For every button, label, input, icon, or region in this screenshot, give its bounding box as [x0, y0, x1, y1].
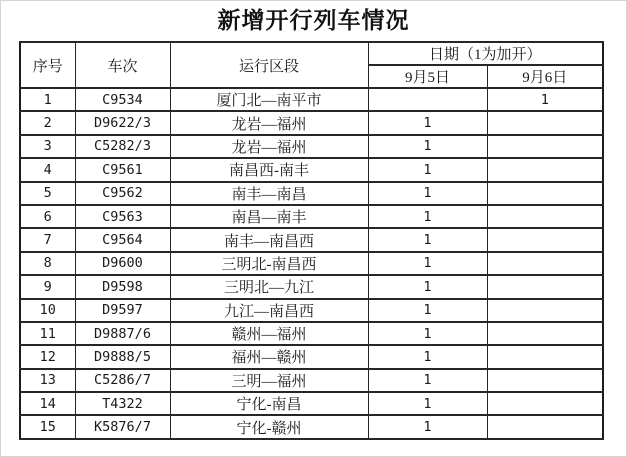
train-schedule-table [19, 41, 604, 440]
sep6-count-cell [487, 299, 603, 322]
train-number-cell: D9600 [75, 252, 170, 275]
table-row [20, 345, 603, 368]
sep5-count-cell: 1 [368, 252, 487, 275]
header-date-group: 日期（1为加开） [368, 42, 603, 65]
route-section-cell: 南昌西-南丰 [170, 158, 368, 181]
sep6-count-cell [487, 392, 603, 415]
row-index-cell: 2 [20, 111, 75, 134]
header-route-section: 运行区段 [170, 42, 368, 88]
sep5-count-cell: 1 [368, 158, 487, 181]
sep6-count-cell [487, 158, 603, 181]
route-section-cell: 宁化-赣州 [170, 415, 368, 438]
sep5-count-cell: 1 [368, 182, 487, 205]
sep6-count-cell [487, 252, 603, 275]
sep5-count-cell: 1 [368, 111, 487, 134]
table-row [20, 88, 603, 111]
train-number-cell: C9562 [75, 182, 170, 205]
sep5-count-cell: 1 [368, 392, 487, 415]
row-index-cell: 11 [20, 322, 75, 345]
page-title: 新增开行列车情况 [217, 8, 410, 34]
sep5-count-cell: 1 [368, 299, 487, 322]
sep6-count-cell: 1 [487, 88, 603, 111]
table-row [20, 369, 603, 392]
row-index-cell: 14 [20, 392, 75, 415]
train-number-cell: C9564 [75, 228, 170, 251]
sep6-count-cell [487, 415, 603, 438]
train-number-cell: D9888/5 [75, 345, 170, 368]
route-section-cell: 三明北-南昌西 [170, 252, 368, 275]
table-row [20, 415, 603, 438]
row-index-cell: 9 [20, 275, 75, 298]
row-index-cell: 8 [20, 252, 75, 275]
table-row [20, 158, 603, 181]
route-section-cell: 南丰—南昌 [170, 182, 368, 205]
row-index-cell: 6 [20, 205, 75, 228]
row-index-cell: 12 [20, 345, 75, 368]
header-row-group [20, 42, 603, 65]
sep6-count-cell [487, 275, 603, 298]
route-section-cell: 三明北—九江 [170, 275, 368, 298]
table-row [20, 275, 603, 298]
route-section-cell: 三明—福州 [170, 369, 368, 392]
route-section-cell: 龙岩—福州 [170, 111, 368, 134]
header-date-sep6: 9月6日 [487, 65, 603, 88]
sep6-count-cell [487, 111, 603, 134]
table-row [20, 111, 603, 134]
train-number-cell: C9534 [75, 88, 170, 111]
row-index-cell: 10 [20, 299, 75, 322]
sep6-count-cell [487, 345, 603, 368]
train-number-cell: D9622/3 [75, 111, 170, 134]
train-number-cell: C5282/3 [75, 135, 170, 158]
route-section-cell: 南丰—南昌西 [170, 228, 368, 251]
sep6-count-cell [487, 322, 603, 345]
table-row [20, 205, 603, 228]
row-index-cell: 15 [20, 415, 75, 438]
train-number-cell: T4322 [75, 392, 170, 415]
row-index-cell: 4 [20, 158, 75, 181]
train-number-cell: D9887/6 [75, 322, 170, 345]
table-row [20, 228, 603, 251]
sep5-count-cell: 1 [368, 275, 487, 298]
route-section-cell: 九江—南昌西 [170, 299, 368, 322]
sep5-count-cell: 1 [368, 205, 487, 228]
sep5-count-cell: 1 [368, 228, 487, 251]
route-section-cell: 赣州—福州 [170, 322, 368, 345]
sep5-count-cell [368, 88, 487, 111]
table-row [20, 322, 603, 345]
train-number-cell: D9598 [75, 275, 170, 298]
train-number-cell: K5876/7 [75, 415, 170, 438]
table-row [20, 252, 603, 275]
row-index-cell: 3 [20, 135, 75, 158]
sep6-count-cell [487, 205, 603, 228]
row-index-cell: 5 [20, 182, 75, 205]
header-date-sep5: 9月5日 [368, 65, 487, 88]
train-number-cell: C9563 [75, 205, 170, 228]
sep5-count-cell: 1 [368, 415, 487, 438]
route-section-cell: 厦门北—南平市 [170, 88, 368, 111]
sep6-count-cell [487, 135, 603, 158]
sep5-count-cell: 1 [368, 369, 487, 392]
train-number-cell: C5286/7 [75, 369, 170, 392]
table-header [20, 42, 603, 88]
route-section-cell: 南昌—南丰 [170, 205, 368, 228]
sep6-count-cell [487, 228, 603, 251]
row-index-cell: 13 [20, 369, 75, 392]
route-section-cell: 龙岩—福州 [170, 135, 368, 158]
train-number-cell: C9561 [75, 158, 170, 181]
route-section-cell: 福州—赣州 [170, 345, 368, 368]
table-row [20, 392, 603, 415]
sep5-count-cell: 1 [368, 322, 487, 345]
sep6-count-cell [487, 182, 603, 205]
row-index-cell: 1 [20, 88, 75, 111]
table-body [20, 88, 603, 439]
sep5-count-cell: 1 [368, 135, 487, 158]
header-train-number: 车次 [75, 42, 170, 88]
sep5-count-cell: 1 [368, 345, 487, 368]
sep6-count-cell [487, 369, 603, 392]
train-number-cell: D9597 [75, 299, 170, 322]
table-row [20, 299, 603, 322]
route-section-cell: 宁化-南昌 [170, 392, 368, 415]
row-index-cell: 7 [20, 228, 75, 251]
table-row [20, 135, 603, 158]
header-index: 序号 [20, 42, 75, 88]
table-row [20, 182, 603, 205]
